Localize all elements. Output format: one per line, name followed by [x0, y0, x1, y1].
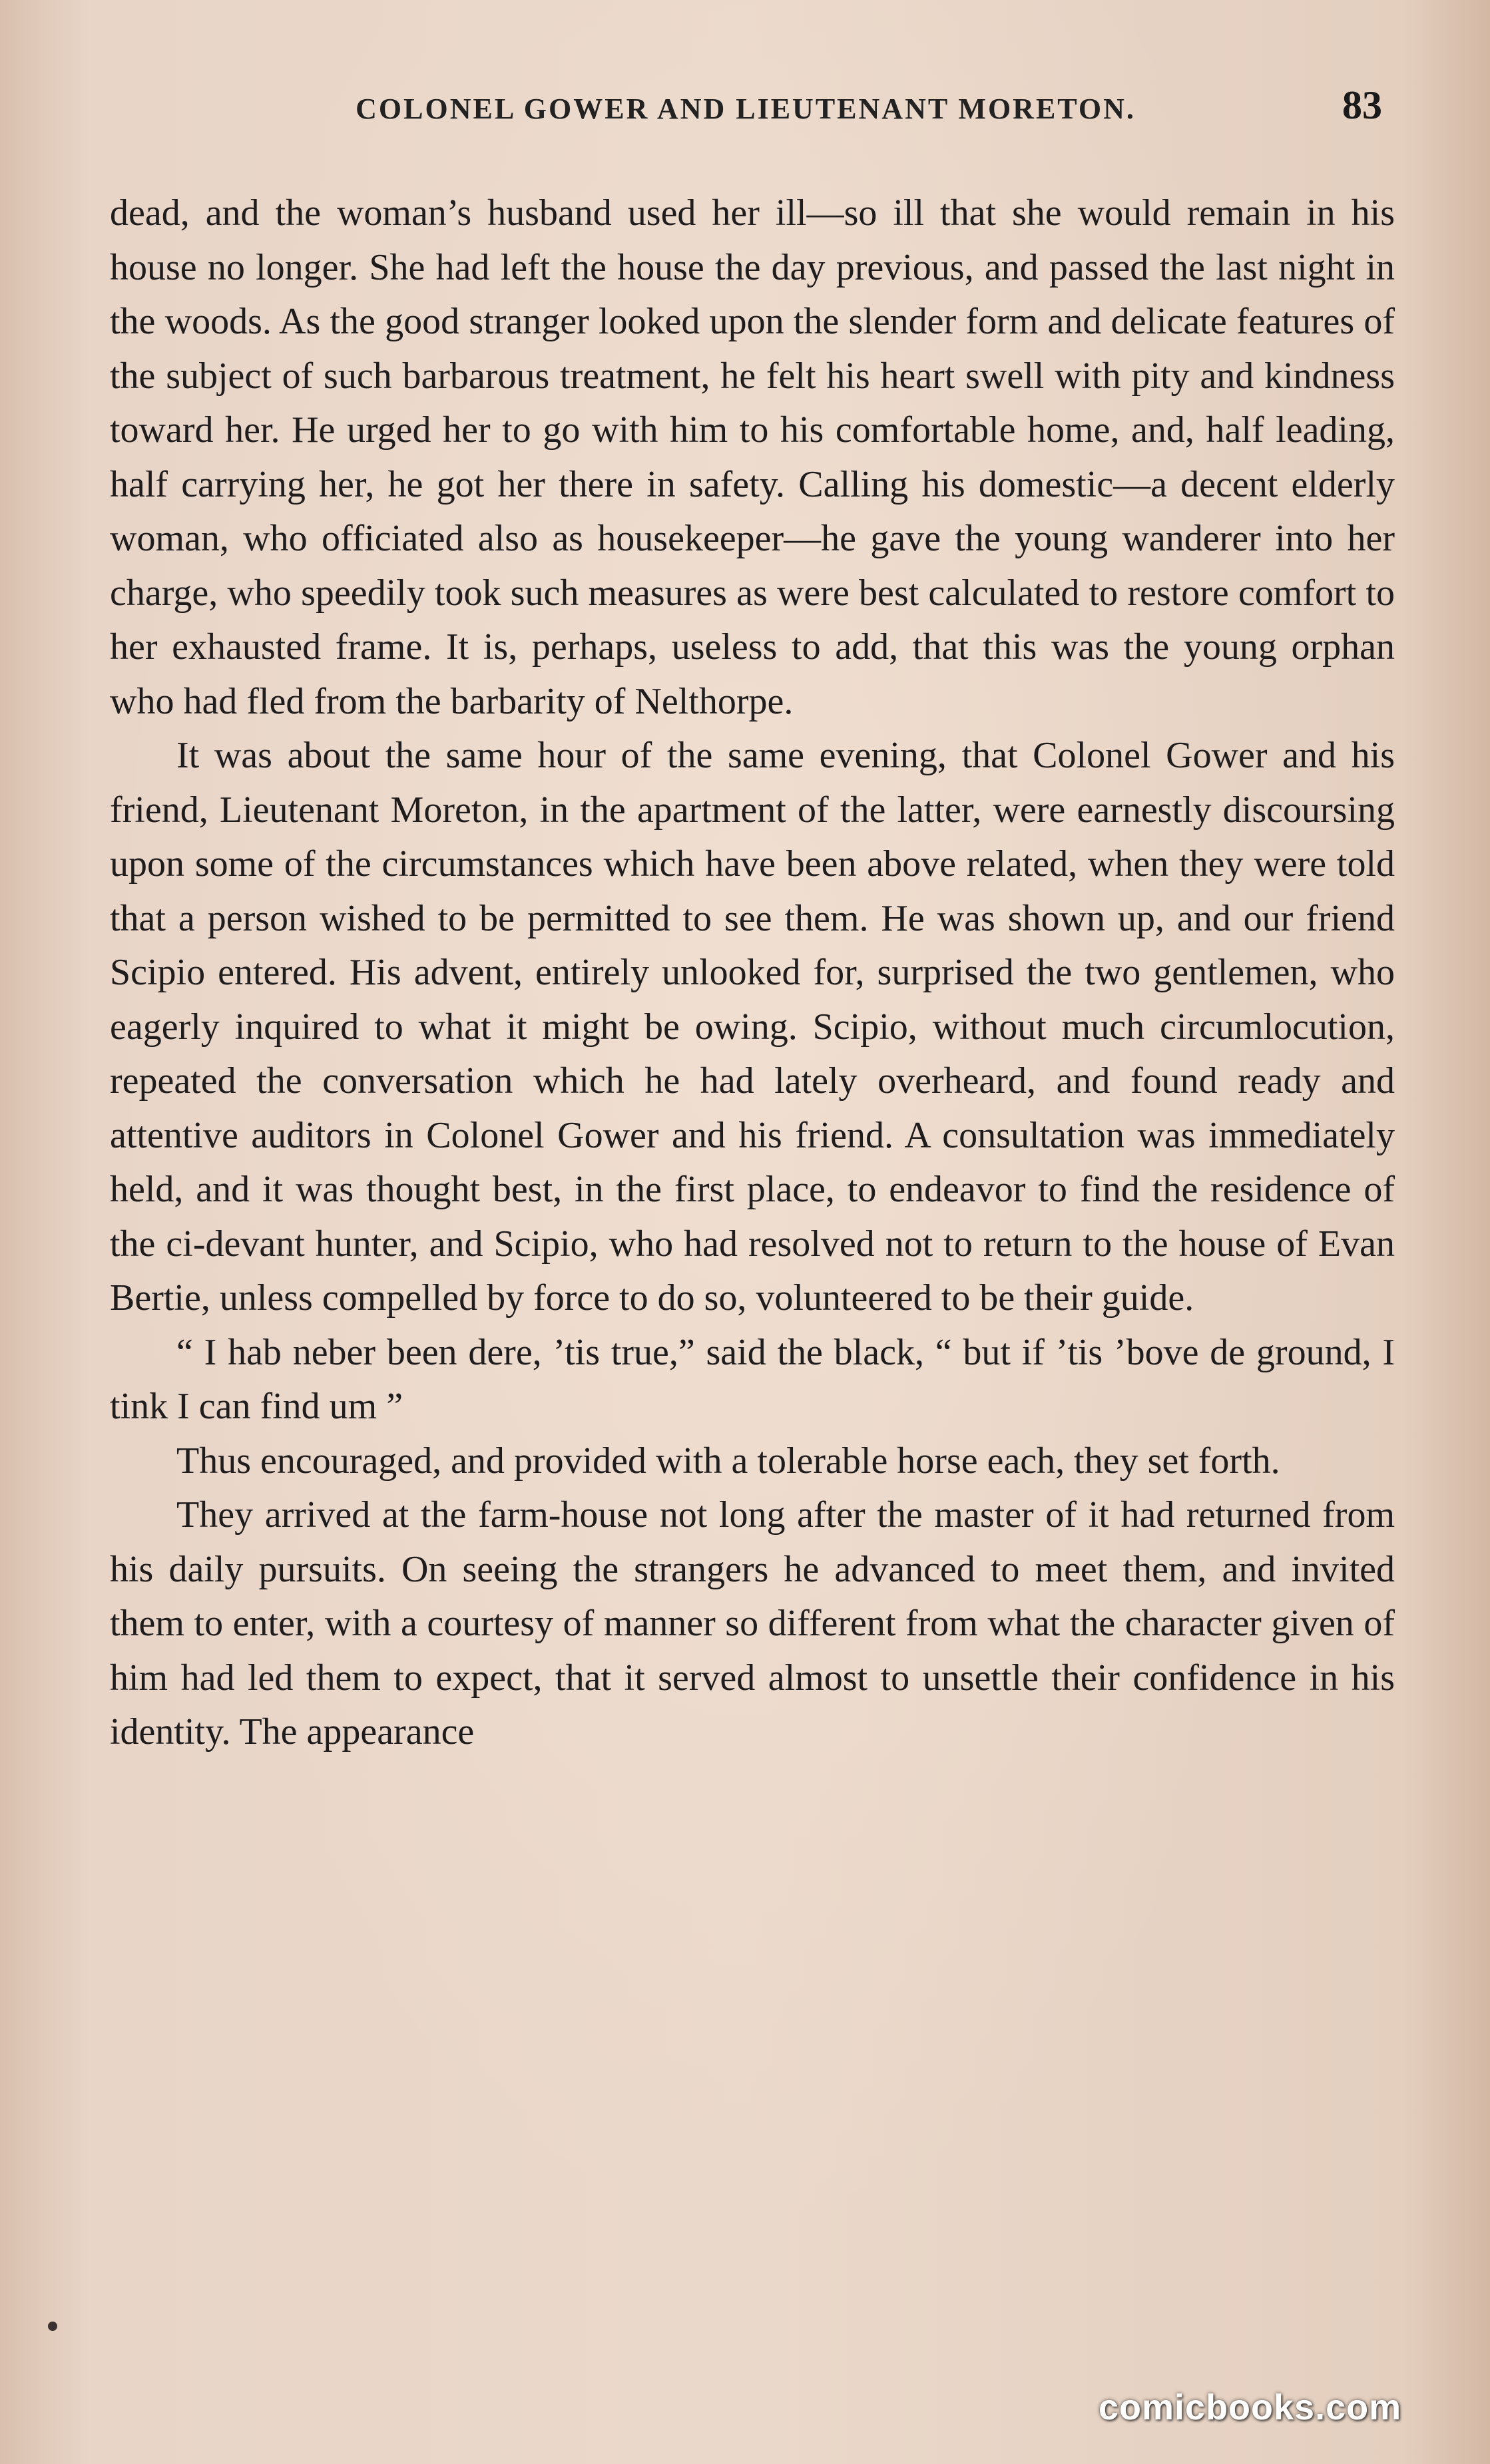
site-watermark: comicbooks.com	[1099, 2387, 1402, 2427]
paragraph: Thus encouraged, and provided with a tolerable horse each, they set forth.	[176, 1440, 1280, 1482]
paragraph: They arrived at the farm-house not long after the master of it had returned from his daily pursuits. On seeing the strangers he advanced to meet them, and invited them to enter, with a courtesy of manner so different from what the character given of him had led them to expect, that it served almost to unsettle their confidence in his identity. The appearance	[110, 1494, 1395, 1752]
page-number: 83	[1342, 83, 1382, 127]
paragraph: It was about the same hour of the same evening, that Colonel Gower and his friend, Lieutenant Moreton, in the apartment of the latter, were earnestly discoursing upon some of the circumstances which have been above related, when they were told that a person wished to be permitted to see them. He was shown up, and our friend Scipio entered. His advent, entirely unlooked for, surprised the two gentlemen, who eagerly inquired to what it might be owing. Scipio, without much circumlocution, repeated the conversation which he had lately overheard, and found ready and attentive auditors in Colonel Gower and his friend. A consultation was immediately held, and it was thought best, in the first place, to endeavor to find the residence of the ci-devant hunter, and Scipio, who had resolved not to return to the house of Evan Bertie, unless compelled by force to do so, volunteered to be their guide.	[110, 735, 1395, 1319]
ink-speck	[48, 2322, 57, 2331]
body-text	[110, 186, 1395, 1760]
paragraph-continued: dead, and the woman’s husband used her ill—so ill that she would remain in his house no longer. She had left the house the day previous, and passed the last night in the woods. As the good stranger looked upon the slender form and delicate features of the subject of such barbarous treatment, he felt his heart swell with pity and kindness toward her. He urged her to go with him to his comfortable home, and, half leading, half carrying her, he got her there in safety. Calling his domestic—a decent elderly woman, who officiated also as housekeeper—he gave the young wanderer into her charge, who speedily took such measures as were best calculated to restore comfort to her exhausted frame. It is, perhaps, useless to add, that this was the young orphan who had fled from the barbarity of Nelthorpe.	[110, 192, 1395, 722]
running-title: COLONEL GOWER AND LIEUTENANT MORETON.	[356, 93, 1136, 125]
paragraph-dialogue: “ I hab neber been dere, ’tis true,” said the black, “ but if ’tis ’bove de ground, I tink I can find um ”	[110, 1331, 1395, 1427]
